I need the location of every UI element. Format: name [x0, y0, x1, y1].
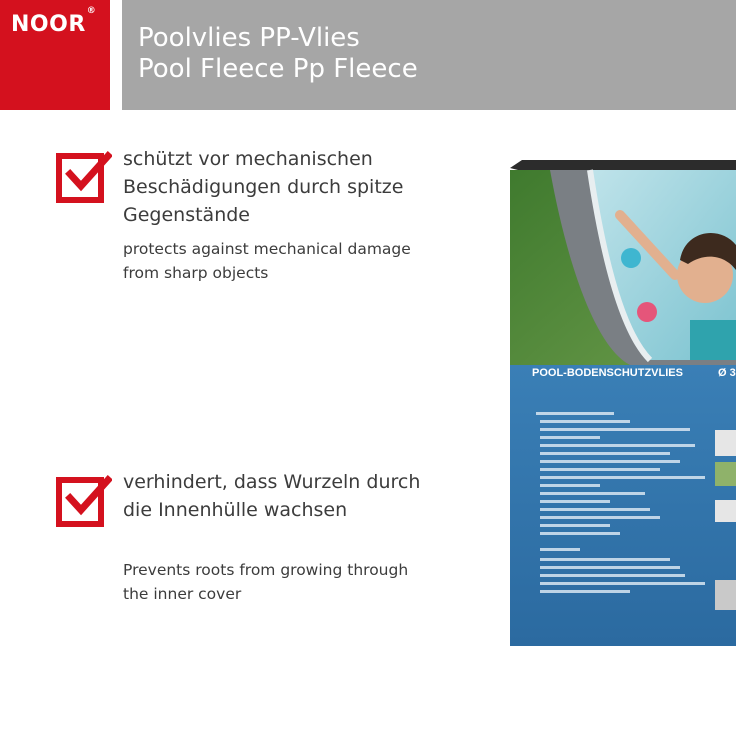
- feature-1-english: protects against mechanical damage from sharp objects: [123, 240, 411, 282]
- feature-1-german: schützt vor mechanischen Beschädigungen durch spitze Gegenstände: [123, 148, 404, 226]
- brand-logo: [0, 0, 110, 110]
- product-package-image: [510, 160, 736, 646]
- feature-2-german: verhindert, dass Wurzeln durch die Innenhülle wachsen: [123, 471, 421, 521]
- brand-name: NOOR: [11, 12, 86, 37]
- package-band-label: POOL-BODENSCHUTZVLIES: [532, 367, 683, 379]
- title-english: Pool Fleece Pp Fleece: [138, 54, 418, 84]
- registered-mark: ®: [86, 5, 97, 16]
- checkbox-checked-icon: [56, 150, 112, 206]
- title-banner: [122, 0, 736, 110]
- package-band-suffix: Ø 3: [718, 367, 736, 379]
- title-german: Poolvlies PP-Vlies: [138, 23, 360, 53]
- checkbox-checked-icon: [56, 474, 112, 530]
- feature-2-english: Prevents roots from growing through the inner cover: [123, 561, 409, 603]
